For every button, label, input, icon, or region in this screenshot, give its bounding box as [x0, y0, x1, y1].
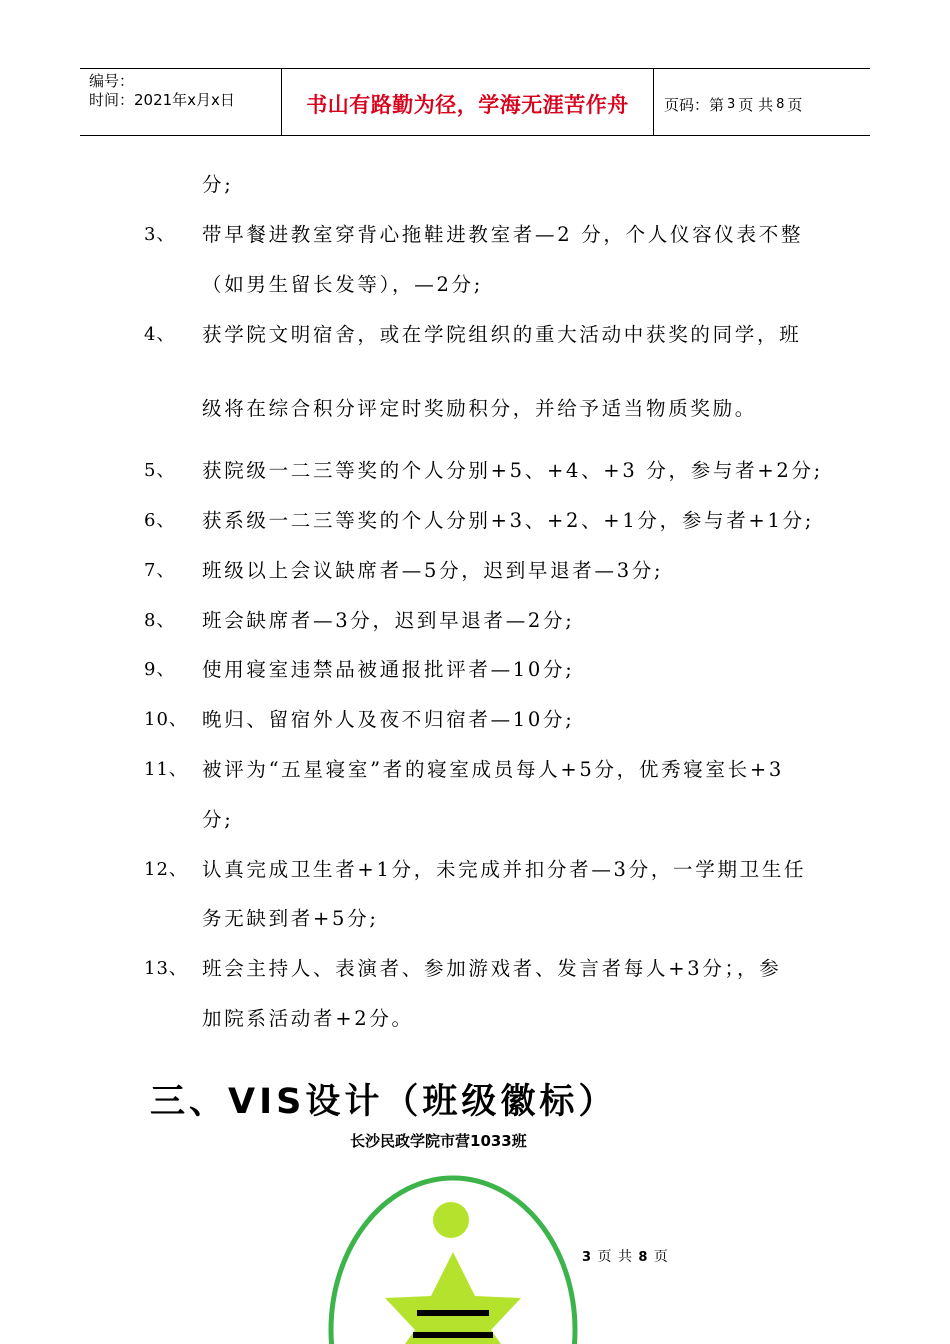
rule-line-6: 获系级一二三等奖的个人分别+3、+2、+1分，参与者+1分;: [202, 509, 815, 532]
footer-page-number: [582, 1246, 669, 1266]
rule-line-1: 带早餐进教室穿背心拖鞋进教室者—2 分，个人仪容仪表不整: [202, 223, 804, 246]
emblem-head-dot: [433, 1202, 469, 1238]
rule-marker-9: 9、: [144, 659, 176, 680]
header-page-prefix: 页码：第: [664, 95, 725, 114]
rule-line-7: 班级以上会议缺席者—5分，迟到早退者—3分;: [202, 559, 664, 582]
rule-line-8: 班会缺席者—3分，迟到早退者—2分;: [202, 609, 575, 632]
footer-page-suffix: 页: [653, 1249, 669, 1265]
footer-page-middle: 页 共: [597, 1249, 633, 1265]
emblem-star-body: [385, 1252, 521, 1344]
header-page-middle: 页 共: [738, 95, 774, 114]
rule-line-15: 班会主持人、表演者、参加游戏者、发言者每人+3分；，参: [202, 957, 782, 980]
footer-page-current: 3: [582, 1250, 593, 1265]
header-time: 时间：2021年x月x日: [89, 91, 235, 109]
rule-line-3: 获学院文明宿舍，或在学院组织的重大活动中获奖的同学，班: [202, 323, 802, 346]
rule-marker-8: 8、: [144, 610, 176, 631]
header-page-total: 8: [776, 96, 785, 112]
document-header: [80, 68, 870, 136]
rule-marker-12: 12、: [144, 859, 188, 880]
footer-page-total: 8: [638, 1250, 649, 1265]
rule-line-2: （如男生留长发等），—2分;: [202, 273, 484, 296]
header-page-suffix: 页: [787, 95, 803, 114]
rule-line-9: 使用寝室违禁品被通报批评者—10分;: [202, 658, 575, 681]
header-page-number: [654, 69, 870, 135]
rule-line-13: 认真完成卫生者+1分，未完成并扣分者—3分，一学期卫生任: [202, 858, 807, 881]
rule-marker-7: 7、: [144, 560, 176, 581]
header-meta-cell: [80, 69, 282, 135]
rule-line-11: 被评为“五星寝室”者的寝室成员每人+5分，优秀寝室长+3: [202, 758, 785, 781]
rule-marker-4: 4、: [144, 324, 176, 345]
header-page-current: 3: [727, 96, 736, 112]
rule-line-10: 晚归、留宿外人及夜不归宿者—10分;: [202, 708, 575, 731]
header-number-label: 编号：: [89, 72, 135, 90]
rule-marker-3: 3、: [144, 224, 176, 245]
section-title: 三、VIS设计（班级徽标）: [150, 1082, 618, 1122]
class-emblem-logo: [325, 1170, 585, 1344]
rule-line-0: 分;: [202, 173, 234, 196]
rule-marker-10: 10、: [144, 709, 188, 730]
rule-marker-11: 11、: [144, 759, 188, 780]
header-motto: 书山有路勤为径，学海无涯苦作舟: [282, 69, 654, 135]
emblem-bar-top: [417, 1310, 489, 1316]
rule-line-14: 务无缺到者+5分;: [202, 907, 379, 930]
rule-marker-6: 6、: [144, 510, 176, 531]
rule-line-16: 加院系活动者+2分。: [202, 1007, 414, 1030]
rule-marker-5: 5、: [144, 460, 176, 481]
logo-caption: 长沙民政学院市营1033班: [350, 1132, 527, 1150]
rule-line-5: 获院级一二三等奖的个人分别+5、+4、+3 分，参与者+2分;: [202, 459, 823, 482]
rule-line-4: 级将在综合积分评定时奖励积分，并给予适当物质奖励。: [202, 397, 758, 420]
emblem-bar-bottom: [413, 1332, 493, 1338]
rule-marker-13: 13、: [144, 958, 188, 979]
rule-line-12: 分;: [202, 808, 234, 831]
